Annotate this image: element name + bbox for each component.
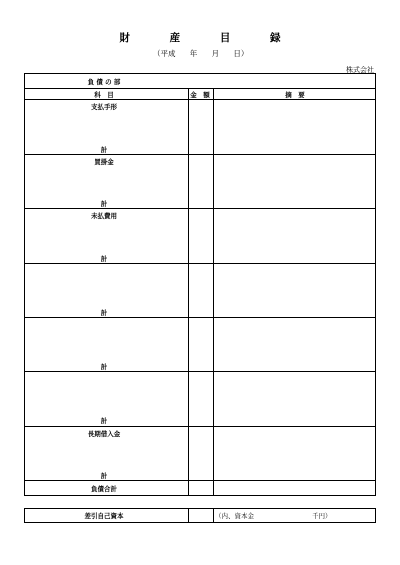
equity-bottom-border (24, 522, 376, 523)
col-remarks-header: 摘 要 (285, 91, 305, 99)
table-right-border (375, 73, 376, 495)
table-top-border (24, 73, 376, 74)
section-title: 負 債 の 部 (87, 78, 121, 86)
col-subject-header: 科 目 (94, 91, 114, 99)
block-subtotal-1: 計 (100, 146, 108, 154)
col-amount-header: 金 額 (190, 91, 210, 99)
equity-divider-1 (188, 508, 189, 522)
block-subtotal-4: 計 (100, 309, 108, 317)
equity-top-border (24, 508, 376, 509)
block-divider-2 (24, 208, 376, 209)
block-divider-6 (24, 426, 376, 427)
total-label: 負債合計 (91, 485, 117, 493)
block-subtotal-5: 計 (100, 363, 108, 371)
equity-divider-2 (213, 508, 214, 522)
header-row-divider (24, 99, 376, 100)
total-divider (24, 480, 376, 481)
block-divider-1 (24, 154, 376, 155)
block-subtotal-7: 計 (100, 472, 108, 480)
block-subtotal-6: 計 (100, 417, 108, 425)
company-name: 株式会社 (346, 66, 374, 74)
capital-note-prefix: （内、資本金 (215, 512, 254, 520)
block-subject-1: 支払手形 (91, 103, 117, 111)
capital-note-suffix: 千円） (312, 512, 332, 520)
table-left-border (24, 73, 25, 495)
amount-col-left (188, 88, 189, 495)
equity-left-border (24, 508, 25, 522)
equity-label: 差引自己資本 (84, 512, 124, 520)
amount-col-right (213, 88, 214, 495)
block-divider-3 (24, 263, 376, 264)
section-title-divider (24, 88, 376, 89)
block-subject-2: 買掛金 (94, 158, 114, 166)
block-subject-7: 長期借入金 (87, 430, 121, 438)
block-subtotal-3: 計 (100, 255, 108, 263)
table-bottom-border (24, 495, 376, 496)
block-divider-4 (24, 317, 376, 318)
block-divider-5 (24, 371, 376, 372)
block-subject-3: 未払費用 (91, 212, 117, 220)
date-line: （平成 年 月 日） (153, 49, 249, 58)
equity-right-border (375, 508, 376, 522)
block-subtotal-2: 計 (100, 200, 108, 208)
document-title: 財 産 目 録 (119, 32, 299, 44)
